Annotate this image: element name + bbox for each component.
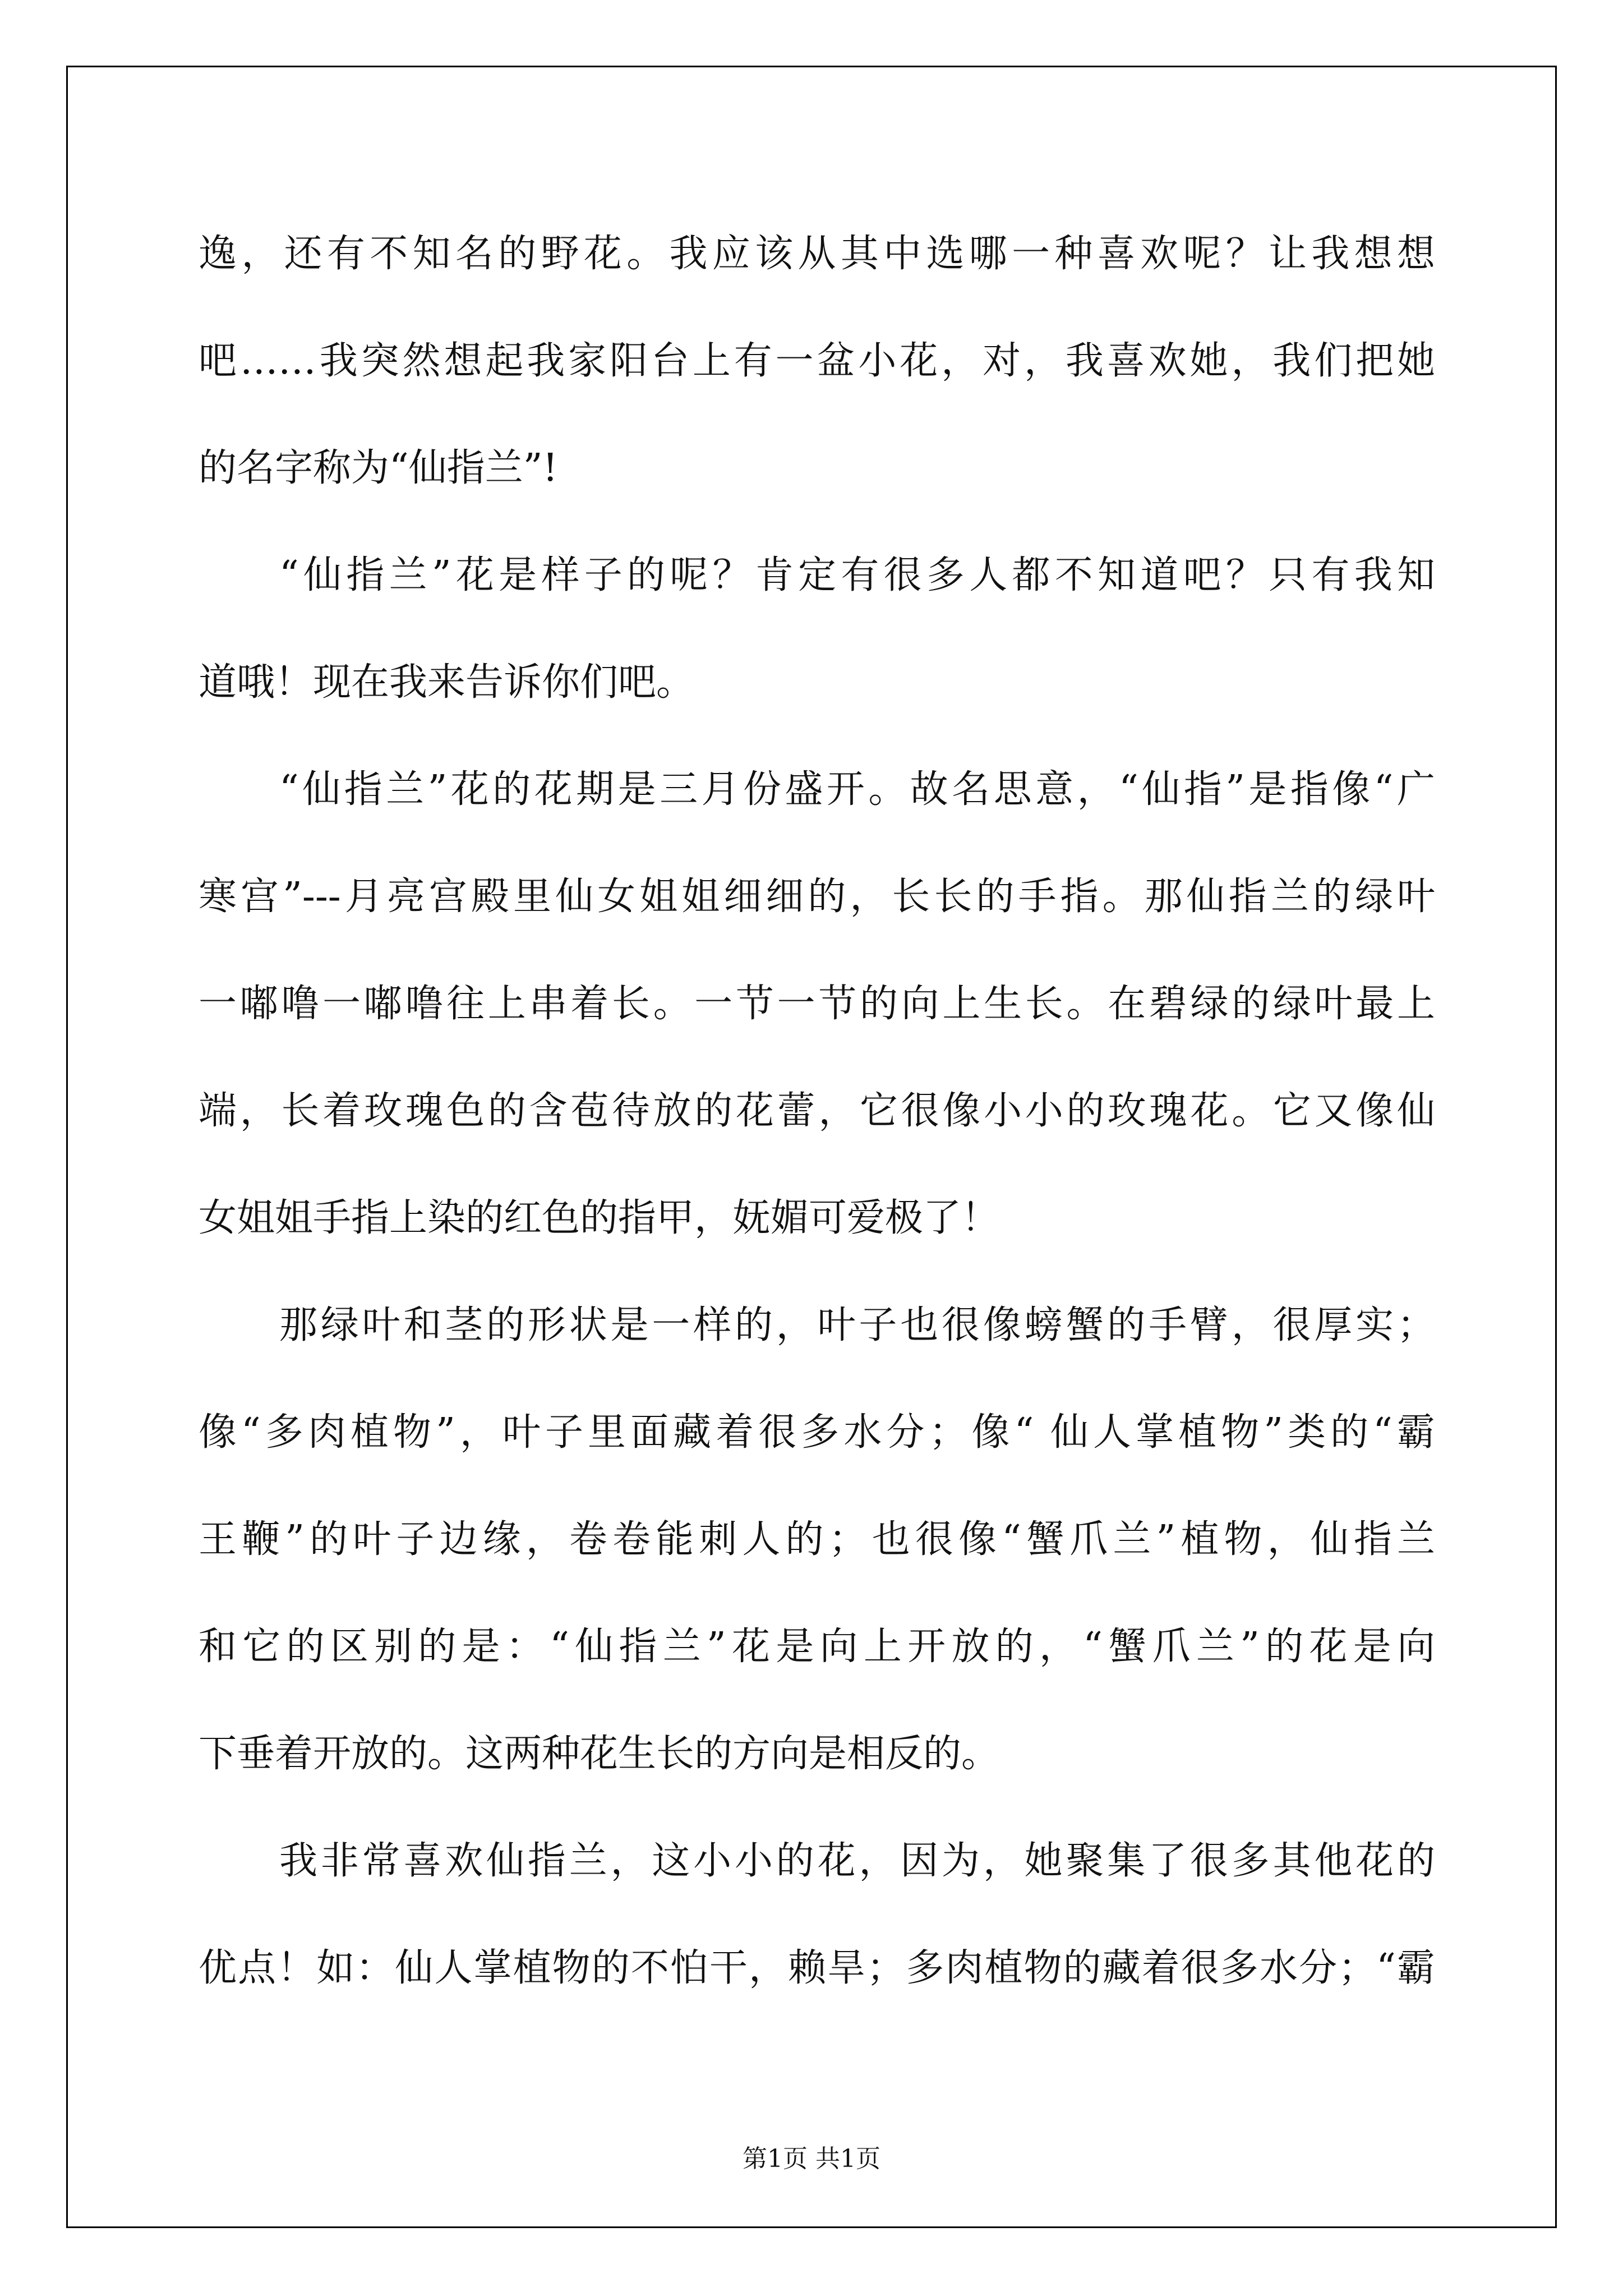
text-line: “仙指兰”花是样子的呢？肯定有很多人都不知道吧？只有我知 (279, 553, 1435, 597)
text-line: 我非常喜欢仙指兰，这小小的花，因为，她聚集了很多其他花的 (279, 1839, 1435, 1883)
document-body (199, 200, 1435, 2022)
page-footer: 第1页 共1页 (743, 2145, 880, 2173)
text-line: “仙指兰”花的花期是三月份盛开。故名思意，“仙指”是指像“广 (279, 767, 1435, 812)
text-line: 女姐姐手指上染的红色的指甲，妩媚可爱极了！ (199, 1196, 1000, 1240)
text-line: 端，长着玫瑰色的含苞待放的花蕾，它很像小小的玫瑰花。它又像仙 (199, 1089, 1435, 1133)
text-line: 逸，还有不知名的野花。我应该从其中选哪一种喜欢呢？让我想想 (199, 232, 1435, 276)
text-line: 那绿叶和茎的形状是一样的，叶子也很像螃蟹的手臂，很厚实； (279, 1303, 1435, 1347)
text-line: 像“多肉植物”，叶子里面藏着很多水分；像“ 仙人掌植物”类的“霸 (199, 1410, 1435, 1455)
text-line: 吧……我突然想起我家阳台上有一盆小花，对，我喜欢她，我们把她 (199, 339, 1435, 383)
text-line: 王鞭”的叶子边缘，卷卷能刺人的；也很像“蟹爪兰”植物，仙指兰 (199, 1517, 1435, 1562)
text-line: 一嘟噜一嘟噜往上串着长。一节一节的向上生长。在碧绿的绿叶最上 (199, 982, 1435, 1026)
text-line: 下垂着开放的。这两种花生长的方向是相反的。 (199, 1732, 1000, 1776)
text-line: 寒宫”---月亮宫殿里仙女姐姐细细的，长长的手指。那仙指兰的绿叶 (199, 875, 1435, 919)
text-line: 的名字称为“仙指兰”! (199, 446, 558, 490)
text-line: 道哦！现在我来告诉你们吧。 (199, 660, 695, 705)
text-line: 优点！如：仙人掌植物的不怕干，赖旱；多肉植物的藏着很多水分；“霸 (199, 1946, 1435, 1990)
text-line: 和它的区别的是：“仙指兰”花是向上开放的，“蟹爪兰”的花是向 (199, 1625, 1435, 1669)
